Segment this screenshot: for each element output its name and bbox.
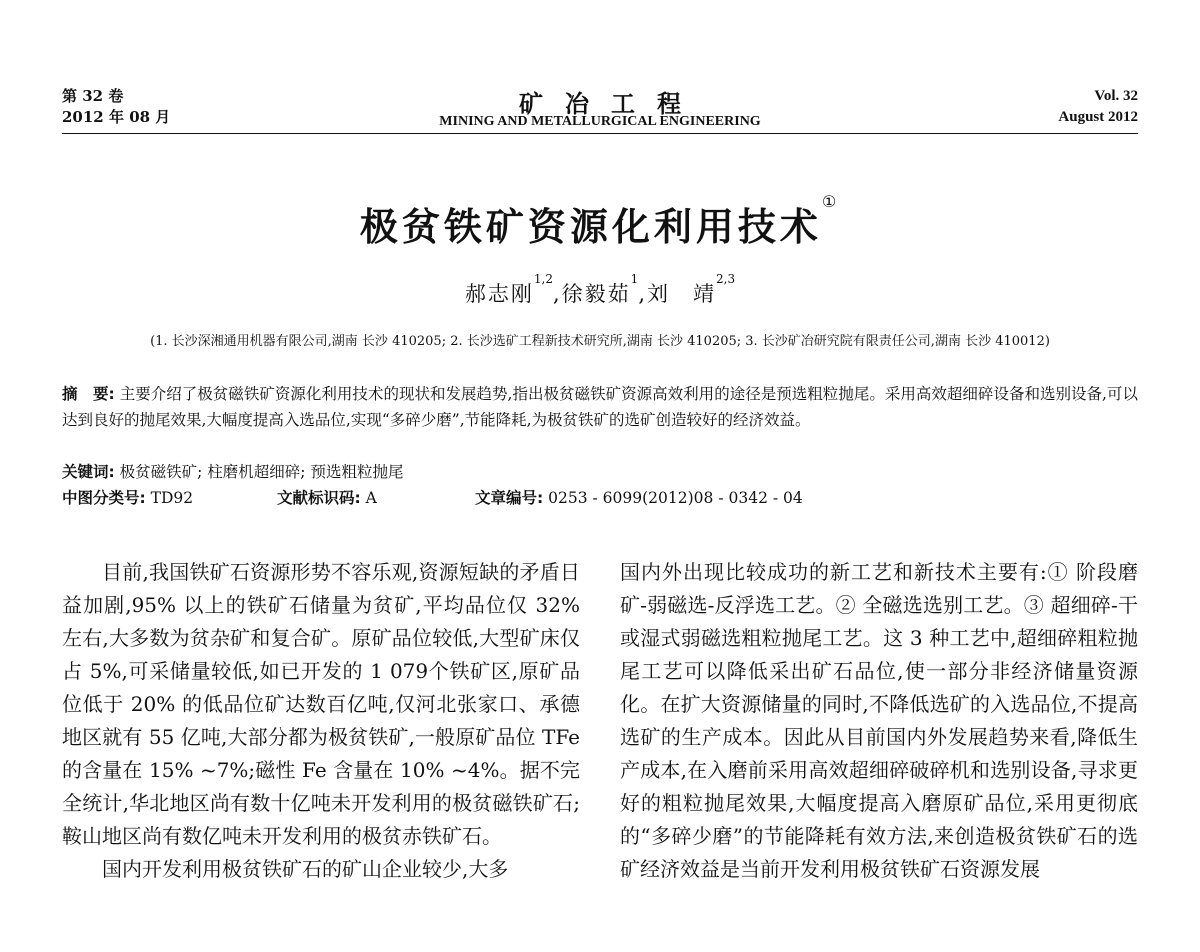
header-rule — [62, 133, 1138, 134]
doc-code-group — [277, 486, 475, 510]
body-column-right — [620, 556, 1138, 886]
clc-label: 中图分类号: — [62, 489, 146, 507]
journal-title-en: MINING AND METALLURGICAL ENGINEERING — [439, 114, 761, 129]
doc-code-label: 文献标识码: — [277, 489, 361, 507]
classification-line — [62, 486, 803, 510]
author-separator: , — [638, 282, 647, 306]
date-cn: 2012 年 08 月 — [62, 108, 171, 126]
author-name: 郝志刚 — [464, 282, 534, 306]
keywords — [62, 460, 403, 484]
body-paragraph: 国内开发利用极贫铁矿石的矿山企业较少,大多 — [102, 857, 509, 881]
article-title-text: 极贫铁矿资源化利用技术 — [359, 205, 822, 249]
author-affil-mark: 2,3 — [716, 272, 736, 286]
abstract-text: 主要介绍了极贫磁铁矿资源化利用技术的现状和发展趋势,指出极贫磁铁矿资源高效利用的途径是预选粗粒抛尾。采用高效超细碎设备和选别设备,可以达到良好的抛尾效果,大幅度提高入选品位,实现“多碎少磨”,节能降耗,为极贫铁矿的选矿创造较好的经济效益。 — [62, 385, 1139, 429]
author-affil-mark: 1 — [630, 272, 639, 286]
body-column-left — [62, 556, 580, 886]
title-footnote-mark: ① — [821, 192, 841, 211]
clc-group — [62, 486, 277, 510]
affiliations: (1. 长沙深湘通用机器有限公司,湖南 长沙 410205; 2. 长沙选矿工程新技术研究所,湖南 长沙 410205; 3. 长沙矿冶研究院有限责任公司,湖南 长沙 410012) — [150, 334, 1050, 349]
keywords-label: 关键词: — [62, 463, 115, 481]
article-number-group — [475, 486, 803, 510]
article-title — [0, 192, 1200, 251]
abstract-label: 摘 要: — [62, 385, 115, 403]
keywords-text: 极贫磁铁矿; 柱磨机超细碎; 预选粗粒抛尾 — [119, 463, 404, 481]
doc-code-value: A — [365, 489, 377, 507]
article-number-value: 0253 - 6099(2012)08 - 0342 - 04 — [548, 489, 803, 507]
volume-en: Vol. 32 — [1094, 88, 1138, 104]
body-paragraph: 国内外出现比较成功的新工艺和新技术主要有:① 阶段磨矿-弱磁选-反浮选工艺。② 全磁选选别工艺。③ 超细碎-干或湿式弱磁选粗粒抛尾工艺。这 3 种工艺中,超细碎粗粒抛尾工艺可以降低采出矿石品位,使一部分非经济储量资源化。在扩大资源储量的同时,不降低选矿的入选品位,不提高选矿的生产成本。因此从目前国内外发展趋势来看,降低生产成本,在入磨前采用高效超细碎破碎机和选别设备,寻求更好的粗粒抛尾效果,大幅度提高入磨原矿品位,采用更彻底的“多碎少磨”的节能降耗有效方法,来创造极贫铁矿石的选矿经济效益是当前开发利用极贫铁矿石资源发展 — [620, 560, 1138, 881]
volume-cn: 第 32 卷 — [62, 87, 124, 105]
article-number-label: 文章编号: — [475, 489, 544, 507]
body-paragraph: 目前,我国铁矿石资源形势不容乐观,资源短缺的矛盾日益加剧,95% 以上的铁矿石储量为贫矿,平均品位仅 32% 左右,大多数为贫杂矿和复合矿。原矿品位较低,大型矿床仅占 5%,可采储量较低,如已开发的 1 079个铁矿区,原矿品位低于 20% 的低品位矿达数百亿吨,仅河北张家口、承德地区就有 55 亿吨,大部分都为极贫铁矿,一般原矿品位 TFe 的含量在 15% ~7%;磁性 Fe 含量在 10% ~4%。据不完全统计,华北地区尚有数十亿吨未开发利用的极贫磁铁矿石;鞍山地区尚有数亿吨未开发利用的极贫赤铁矿石。 — [62, 560, 580, 848]
abstract — [62, 381, 1138, 433]
author-name: 刘 靖 — [647, 282, 716, 306]
date-en: August 2012 — [1058, 109, 1138, 125]
author-separator: , — [552, 282, 562, 306]
author-affil-mark: 1,2 — [533, 272, 553, 286]
author-list — [0, 272, 1200, 308]
author-name: 徐毅茹 — [561, 282, 631, 306]
clc-value: TD92 — [150, 489, 194, 507]
journal-title-cn: 矿冶工程 — [519, 89, 703, 118]
